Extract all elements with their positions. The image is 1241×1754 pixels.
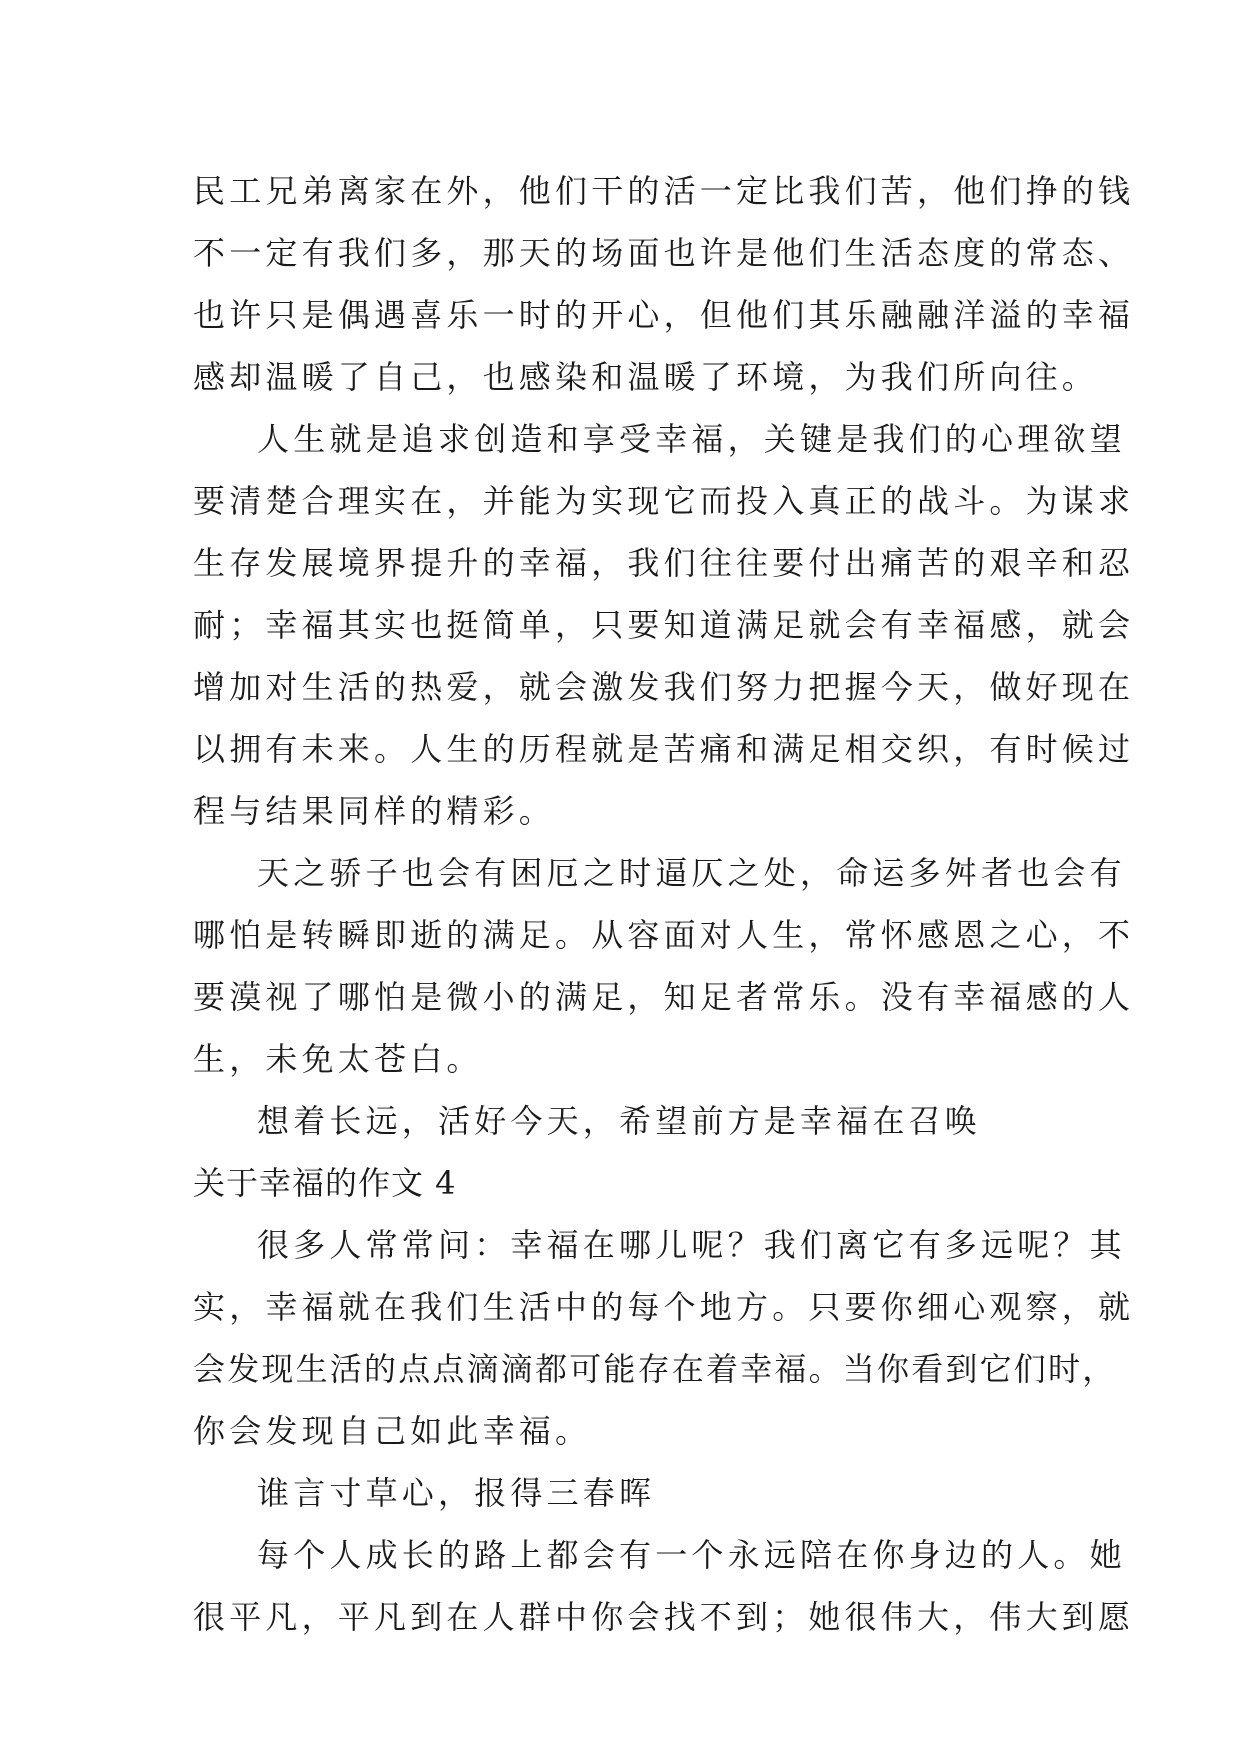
text-line: 想着长远，活好今天，希望前方是幸福在召唤 bbox=[257, 1102, 982, 1140]
document-body bbox=[193, 160, 1135, 1648]
text-line: 天之骄子也会有困厄之时逼仄之处，命运多舛者也会有 bbox=[257, 854, 1126, 892]
section-heading bbox=[193, 1152, 1063, 1214]
text-line: 要清楚合理实在，并能为实现它而投入真正的战斗。为谋求 bbox=[193, 482, 1135, 520]
text-line: 生，未免太苍白。 bbox=[193, 1040, 483, 1078]
text-line: 生存发展境界提升的幸福，我们往往要付出痛苦的艰辛和忍 bbox=[193, 544, 1135, 582]
paragraph bbox=[193, 842, 1135, 1090]
text-line: 耐；幸福其实也挺简单，只要知道满足就会有幸福感，就会 bbox=[193, 606, 1135, 644]
text-line: 很平凡，平凡到在人群中你会找不到；她很伟大，伟大到愿 bbox=[193, 1598, 1135, 1636]
text-line: 人生就是追求创造和享受幸福，关键是我们的心理欲望 bbox=[257, 420, 1126, 458]
text-line: 谁言寸草心，报得三春晖 bbox=[257, 1474, 656, 1512]
text-line: 哪怕是转瞬即逝的满足。从容面对人生，常怀感恩之心，不 bbox=[193, 916, 1135, 954]
text-line: 增加对生活的热爱，就会激发我们努力把握今天，做好现在 bbox=[193, 668, 1135, 706]
paragraph-continuation bbox=[193, 160, 1135, 408]
text-line: 实，幸福就在我们生活中的每个地方。只要你细心观察，就 bbox=[193, 1288, 1135, 1326]
paragraph bbox=[193, 408, 1135, 842]
text-line: 每个人成长的路上都会有一个永远陪在你身边的人。她 bbox=[257, 1536, 1126, 1574]
paragraph bbox=[193, 1214, 1135, 1462]
text-line: 也许只是偶遇喜乐一时的开心，但他们其乐融融洋溢的幸福 bbox=[193, 296, 1135, 334]
text-line: 感却温暖了自己，也感染和温暖了环境，为我们所向往。 bbox=[193, 358, 1099, 396]
paragraph bbox=[193, 1524, 1135, 1648]
paragraph bbox=[193, 1090, 1063, 1152]
text-line: 民工兄弟离家在外，他们干的活一定比我们苦，他们挣的钱 bbox=[193, 172, 1135, 210]
text-line: 很多人常常问：幸福在哪儿呢？我们离它有多远呢？其 bbox=[257, 1226, 1126, 1264]
text-line: 程与结果同样的精彩。 bbox=[193, 792, 556, 830]
text-line: 会发现生活的点点滴滴都可能存在着幸福。当你看到它们时， bbox=[193, 1350, 1117, 1388]
text-line: 要漠视了哪怕是微小的满足，知足者常乐。没有幸福感的人 bbox=[193, 978, 1135, 1016]
heading-text: 关于幸福的作文 4 bbox=[193, 1164, 457, 1202]
text-line: 以拥有未来。人生的历程就是苦痛和满足相交织，有时候过 bbox=[193, 730, 1135, 768]
text-line: 不一定有我们多，那天的场面也许是他们生活态度的常态、 bbox=[193, 234, 1135, 272]
text-line: 你会发现自己如此幸福。 bbox=[193, 1412, 592, 1450]
paragraph bbox=[193, 1462, 1063, 1524]
